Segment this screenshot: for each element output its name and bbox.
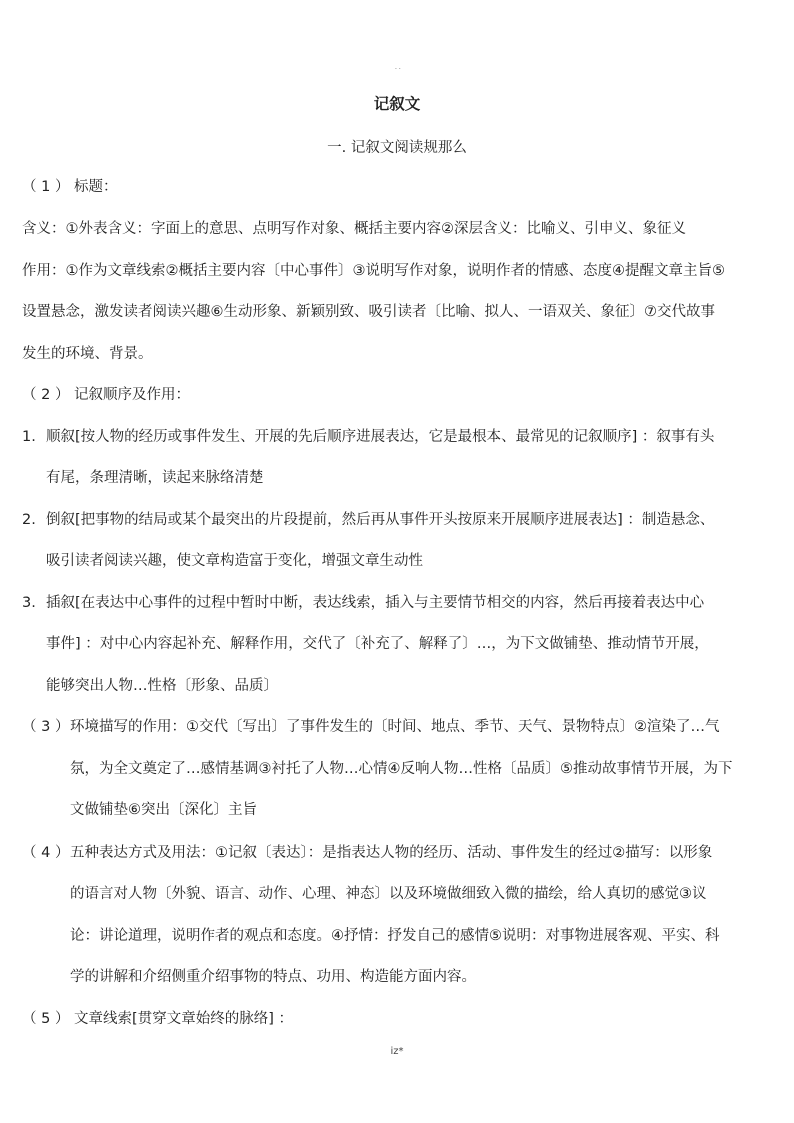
list-item-line: 倒叙[把事物的结局或某个最突出的片段提前，然后再从事件开头按原来开展顺序进展表达] ：制造悬念、: [46, 512, 715, 528]
list-item-line: 事件] ：对中心内容起补充、解释作用，交代了〔补充了、解释了〕…，为下文做铺垫、推动情节开展，: [46, 636, 709, 652]
list-item-line: 能够突出人物…性格〔形象、品质〕: [46, 678, 278, 694]
section-4-line-3: 论：讲论道理，说明作者的观点和态度。④抒情：抒发自己的感情⑤说明：对事物进展客观、平实、科: [70, 928, 720, 944]
section-4-number: （ 4 ）: [22, 845, 70, 861]
header-mark: . .: [395, 64, 401, 71]
section-1-function-line-1: 作用：①作为文章线索②概括主要内容〔中心事件〕③说明写作对象，说明作者的情感、态度④提醒文章主旨⑤: [22, 263, 725, 279]
section-1-heading: （ 1 ） 标题：: [22, 179, 118, 195]
page-footer: iz*: [390, 1046, 404, 1057]
section-4-line-4: 学的讲解和介绍侧重介绍事物的特点、功用、构造能方面内容。: [70, 969, 476, 985]
section-5-heading: （ 5 ） 文章线索[贯穿文章始终的脉络] ：: [22, 1011, 293, 1027]
list-item-line: 插叙[在表达中心事件的过程中暂时中断，表达线索，插入与主要情节相交的内容，然后再接着表达中心: [46, 595, 705, 611]
section-2-heading: （ 2 ） 记叙顺序及作用：: [22, 387, 191, 403]
list-item-line: 吸引读者阅读兴趣，使文章构造富于变化，增强文章生动性: [46, 553, 423, 569]
list-item-number: 1.: [22, 429, 36, 445]
section-3-line-2: 氛，为全文奠定了…感情基调③衬托了人物…心情④反响人物…性格〔品质〕⑤推动故事情节开展，为下: [70, 761, 733, 777]
section-1-meaning: 含义：①外表含义：字面上的意思、点明写作对象、概括主要内容②深层含义：比喻义、引申义、象征义: [22, 221, 686, 237]
section-3-number: （ 3 ）: [22, 719, 70, 735]
section-1-function-line-2: 设置悬念，激发读者阅读兴趣⑥生动形象、新颖别致、吸引读者〔比喻、拟人、一语双关、象征〕⑦交代故事: [22, 304, 715, 320]
page-title: 记叙文: [373, 95, 421, 113]
list-item-line: 有尾，条理清晰，读起来脉络清楚: [46, 470, 264, 486]
list-item-number: 2.: [22, 512, 36, 528]
section-3-line-1: 环境描写的作用：①交代〔写出〕了事件发生的〔时间、地点、季节、天气、景物特点〕②渲染了…气: [70, 719, 720, 735]
section-3-line-3: 文做铺垫⑥突出〔深化〕主旨: [70, 802, 257, 818]
list-item-line: 顺叙[按人物的经历或事件发生、开展的先后顺序进展表达，它是最根本、最常见的记叙顺序] ：叙事有头: [46, 429, 715, 445]
section-4-line-1: 五种表达方式及用法：①记叙〔表达〕：是指表达人物的经历、活动、事件发生的经过②描写：以形象: [70, 845, 713, 861]
page-subtitle: 一. 记叙文阅读规那么: [327, 140, 467, 156]
section-1-function-line-3: 发生的环境、背景。: [22, 346, 153, 362]
section-4-line-2: 的语言对人物〔外貌、语言、动作、心理、神态〕以及环境做细致入微的描绘，给人真切的感觉③议: [70, 886, 707, 902]
list-item-number: 3.: [22, 595, 36, 611]
